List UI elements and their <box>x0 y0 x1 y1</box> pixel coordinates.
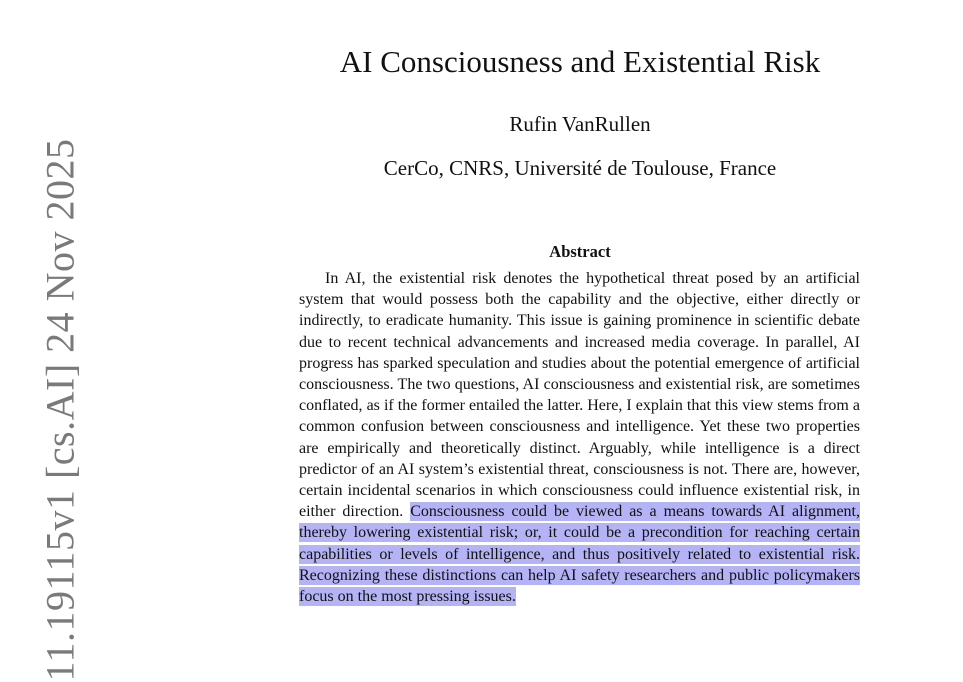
abstract-body[interactable] <box>299 268 860 607</box>
paper-author: Rufin VanRullen <box>509 112 651 136</box>
abstract-text-highlighted-selection[interactable]: Consciousness could be viewed as a means towards AI alignment, thereby lowering existential risk; or, it could be a precondition for reaching certain capabilities or levels of intelligence, and thus positively related to existential risk. Recognizing these distinctions can help AI safety researchers and public policymakers focus on the most pressing issues. <box>299 503 861 606</box>
abstract-text-plain[interactable]: In AI, the existential risk denotes the hypothetical threat posed by an artificial system that would possess both the capability and the objective, either directly or indirectly, to eradicate humanity. This issue is gaining prominence in scientific debate due to recent technical advancements and increased media coverage. In parallel, AI progress has sparked speculation and studies about the potential emergence of artificial consciousness. The two questions, AI consciousness and existential risk, are sometimes conflated, as if the former entailed the latter. Here, I explain that this view stems from a common confusion between consciousness and intelligence. Yet these two properties are empirically and theoretically distinct. Arguably, while intelligence is a direct predictor of an AI system’s existential threat, consciousness is not. There are, however, certain incidental scenarios in which consciousness could influence existential risk, in either direction. <box>299 270 860 521</box>
paper-title: AI Consciousness and Existential Risk <box>339 44 821 79</box>
abstract-heading: Abstract <box>549 242 611 261</box>
arxiv-side-stamp: 11.19115v1 [cs.AI] 24 Nov 2025 <box>37 138 83 682</box>
paper-affiliation: CerCo, CNRS, Université de Toulouse, France <box>383 156 777 180</box>
